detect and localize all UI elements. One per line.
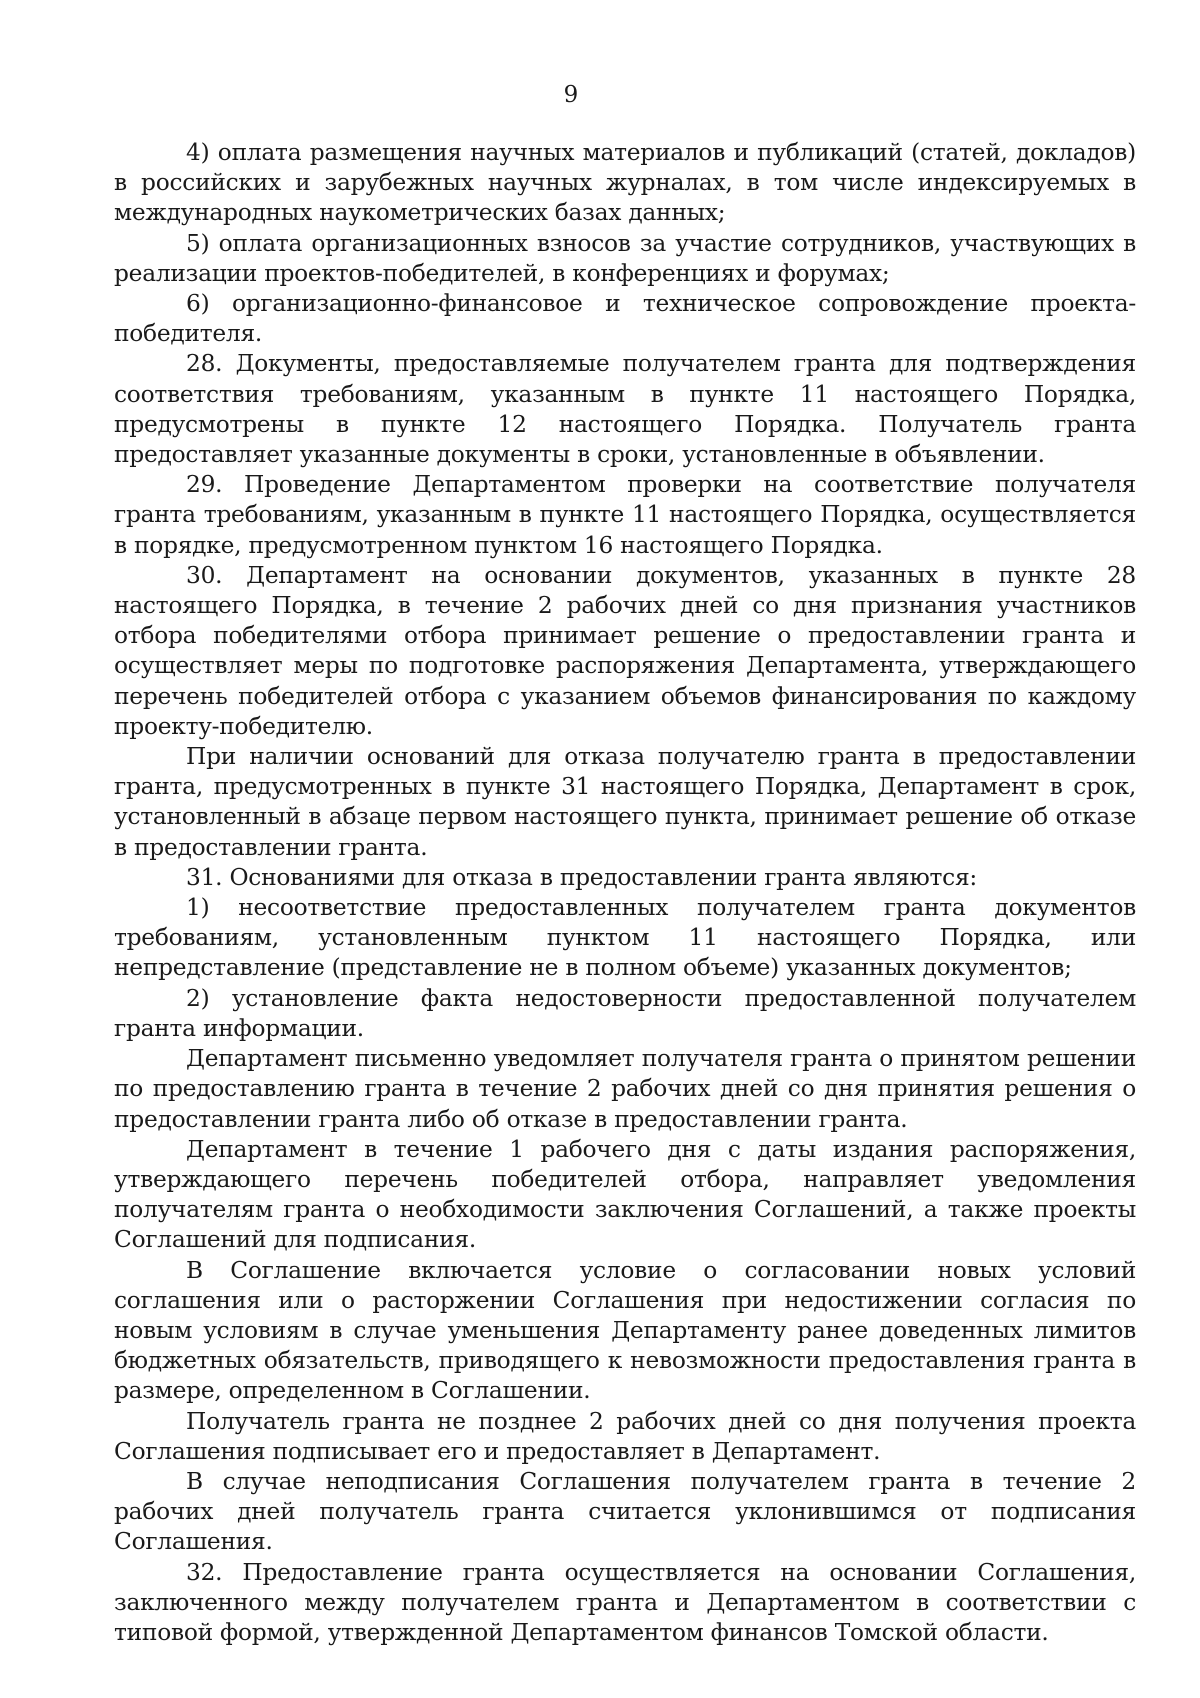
paragraph-clause-30: 30. Департамент на основании документов, указанных в пункте 28 настоящего Порядка, в течение 2 рабочих дней со дня признания участников отбора победителями отбора принимает решение о предоставлении гранта и осуществляет меры по подготовке распоряжения Департамента, утверждающего перечень победителей отбора с указанием объемов финансирования по каждому проекту-победителю.	[114, 561, 1136, 740]
paragraph-clause-31: 31. Основаниями для отказа в предоставлении гранта являются:	[186, 863, 978, 891]
paragraph-agreement-notice: Департамент в течение 1 рабочего дня с даты издания распоряжения, утверждающего перечень победителей отбора, направляет уведомления получателям гранта о необходимости заключения Соглашений, а также проекты Соглашений для подписания.	[114, 1135, 1136, 1254]
paragraph-clause-31-item-1: 1) несоответствие предоставленных получателем гранта документов требованиям, установленным пунктом 11 настоящего Порядка, или непредставление (представление не в полном объеме) указанных документов;	[114, 894, 1136, 982]
page-number: 9	[563, 82, 579, 108]
paragraph-notification: Департамент письменно уведомляет получателя гранта о принятом решении по предоставлению гранта в течение 2 рабочих дней со дня принятия решения о предоставлении гранта либо об отказе в предоставлении гранта.	[114, 1045, 1136, 1133]
document-body	[114, 138, 1136, 1648]
paragraph-item-6: 6) организационно-финансовое и техническое сопровождение проекта-победителя.	[114, 290, 1136, 348]
paragraph-clause-31-item-2: 2) установление факта недостоверности предоставленной получателем гранта информации.	[114, 984, 1136, 1042]
paragraph-signing-deadline: Получатель гранта не позднее 2 рабочих дней со дня получения проекта Соглашения подписывает его и предоставляет в Департамент.	[114, 1407, 1136, 1465]
paragraph-item-4: 4) оплата размещения научных материалов и публикаций (статей, докладов) в российских и зарубежных научных журналах, в том числе индексируемых в международных наукометрических базах данных;	[114, 139, 1136, 227]
paragraph-agreement-condition: В Соглашение включается условие о согласовании новых условий соглашения или о расторжении Соглашения при недостижении согласия по новым условиям в случае уменьшения Департаменту ранее доведенных лимитов бюджетных обязательств, приводящего к невозможности предоставления гранта в размере, определенном в Соглашении.	[114, 1256, 1136, 1405]
paragraph-clause-28: 28. Документы, предоставляемые получателем гранта для подтверждения соответствия требованиям, указанным в пункте 11 настоящего Порядка, предусмотрены в пункте 12 настоящего Порядка. Получатель гранта предоставляет указанные документы в сроки, установленные в объявлении.	[114, 350, 1136, 469]
paragraph-clause-32: 32. Предоставление гранта осуществляется на основании Соглашения, заключенного между получателем гранта и Департаментом в соответствии с типовой формой, утвержденной Департаментом финансов Томской области.	[114, 1558, 1136, 1646]
paragraph-clause-29: 29. Проведение Департаментом проверки на соответствие получателя гранта требованиям, указанным в пункте 11 настоящего Порядка, осуществляется в порядке, предусмотренном пунктом 16 настоящего Порядка.	[114, 471, 1136, 559]
paragraph-clause-30-refusal: При наличии оснований для отказа получателю гранта в предоставлении гранта, предусмотренных в пункте 31 настоящего Порядка, Департамент в срок, установленный в абзаце первом настоящего пункта, принимает решение об отказе в предоставлении гранта.	[114, 743, 1136, 861]
paragraph-item-5: 5) оплата организационных взносов за участие сотрудников, участвующих в реализации проектов-победителей, в конференциях и форумах;	[114, 229, 1136, 287]
paragraph-evasion: В случае неподписания Соглашения получателем гранта в течение 2 рабочих дней получатель гранта считается уклонившимся от подписания Соглашения.	[114, 1467, 1136, 1556]
